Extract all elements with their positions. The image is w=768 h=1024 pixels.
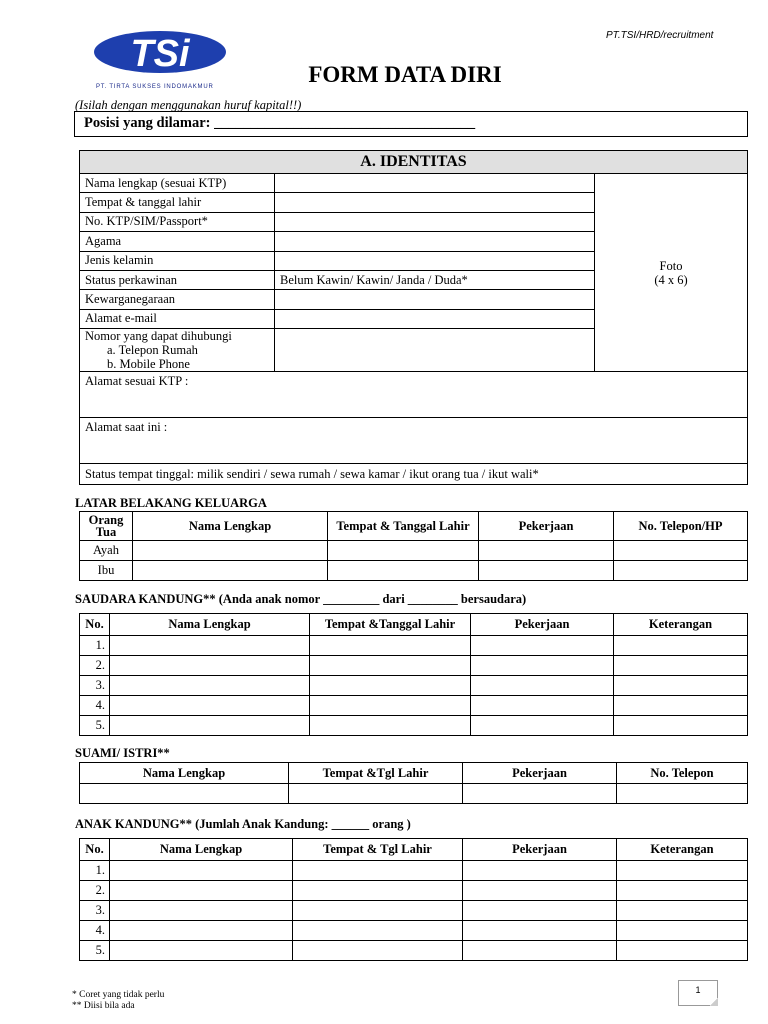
row-number: 1. <box>80 636 110 656</box>
row-number: 2. <box>80 881 110 901</box>
keluarga-title: LATAR BELAKANG KELUARGA <box>75 496 267 510</box>
table-cell[interactable] <box>463 881 617 901</box>
col-header: Pekerjaan <box>463 839 617 861</box>
table-cell[interactable] <box>471 656 614 676</box>
table-cell[interactable] <box>471 676 614 696</box>
row-number: 4. <box>80 921 110 941</box>
footnote-coret: * Coret yang tidak perlu <box>72 990 165 1000</box>
table-cell[interactable] <box>617 881 748 901</box>
instruction-text: (Isilah dengan menggunakan huruf kapital!!) <box>75 98 302 112</box>
field-input-nama[interactable] <box>275 174 595 193</box>
kontak-telepon-rumah: a. Telepon Rumah <box>107 343 198 358</box>
logo-text: TSi <box>130 33 190 75</box>
table-cell[interactable] <box>110 636 310 656</box>
row-number: 3. <box>80 676 110 696</box>
photo-box[interactable] <box>595 174 748 372</box>
table-cell[interactable] <box>310 676 471 696</box>
field-label: Tempat & tanggal lahir <box>80 193 275 212</box>
field-label: Agama <box>80 232 275 251</box>
field-input-kontak[interactable] <box>275 329 595 372</box>
table-row <box>80 921 748 941</box>
form-title: FORM DATA DIRI <box>308 62 502 87</box>
table-cell[interactable] <box>293 901 463 921</box>
row-number: 1. <box>80 861 110 881</box>
field-input-email[interactable] <box>275 309 595 328</box>
col-header: No. Telepon/HP <box>614 512 748 541</box>
identitas-table <box>79 150 748 485</box>
anak-title: ANAK KANDUNG** (Jumlah Anak Kandung: ______ orang ) <box>75 817 411 831</box>
table-cell[interactable] <box>614 676 748 696</box>
posisi-label: Posisi yang dilamar: ____________________________________ <box>84 115 476 131</box>
table-cell[interactable] <box>310 636 471 656</box>
table-cell[interactable] <box>133 561 328 581</box>
table-cell[interactable] <box>293 861 463 881</box>
table-cell[interactable] <box>471 716 614 736</box>
field-input-ttl[interactable] <box>275 193 595 212</box>
table-cell[interactable] <box>463 941 617 961</box>
identitas-title: A. IDENTITAS <box>80 151 748 174</box>
anak-table <box>79 838 748 961</box>
page-number: 1 <box>678 980 718 1006</box>
footnote-diisi: ** Diisi bila ada <box>72 1001 135 1011</box>
table-row <box>80 716 748 736</box>
status-tinggal-field[interactable]: Status tempat tinggal: milik sendiri / sewa rumah / sewa kamar / ikut orang tua / ikut wali* <box>80 464 748 485</box>
field-label: Kewarganegaraan <box>80 290 275 309</box>
col-header: Tempat &Tanggal Lahir <box>310 614 471 636</box>
table-cell[interactable] <box>80 784 289 804</box>
document-code: PT.TSI/HRD/recruitment <box>606 30 714 41</box>
saudara-table <box>79 613 748 736</box>
row-number: 5. <box>80 941 110 961</box>
field-label: Nama lengkap (sesuai KTP) <box>80 174 275 193</box>
col-header: No. <box>80 839 110 861</box>
table-cell[interactable] <box>479 541 614 561</box>
table-cell[interactable] <box>133 541 328 561</box>
kontak-mobile-phone: b. Mobile Phone <box>107 357 190 372</box>
table-row <box>80 861 748 881</box>
table-cell[interactable] <box>328 541 479 561</box>
field-label: Alamat e-mail <box>80 309 275 328</box>
table-cell[interactable] <box>293 921 463 941</box>
col-header: Tempat & Tgl Lahir <box>293 839 463 861</box>
table-row <box>80 901 748 921</box>
table-cell[interactable] <box>463 784 617 804</box>
table-cell[interactable] <box>110 881 293 901</box>
field-label: Status perkawinan <box>80 270 275 289</box>
col-header: Nama Lengkap <box>80 763 289 784</box>
table-cell[interactable] <box>614 636 748 656</box>
table-cell[interactable] <box>110 901 293 921</box>
table-cell[interactable] <box>614 656 748 676</box>
table-cell[interactable] <box>110 921 293 941</box>
table-cell[interactable] <box>110 861 293 881</box>
field-input-agama[interactable] <box>275 232 595 251</box>
col-header: Tempat &Tgl Lahir <box>289 763 463 784</box>
table-cell[interactable] <box>289 784 463 804</box>
row-number: 3. <box>80 901 110 921</box>
table-row <box>80 636 748 656</box>
col-header: No. <box>80 614 110 636</box>
col-header: Tempat & Tanggal Lahir <box>328 512 479 541</box>
table-row <box>80 941 748 961</box>
table-cell[interactable] <box>310 656 471 676</box>
table-cell[interactable] <box>110 716 310 736</box>
keluarga-table <box>79 511 748 581</box>
table-cell[interactable] <box>110 941 293 961</box>
row-label-ayah: Ayah <box>80 541 133 561</box>
alamat-ktp-field[interactable]: Alamat sesuai KTP : <box>80 372 748 418</box>
photo-label: Foto <box>659 258 683 273</box>
table-cell[interactable] <box>310 716 471 736</box>
table-cell[interactable] <box>614 696 748 716</box>
field-input-kewarganegaraan[interactable] <box>275 290 595 309</box>
table-cell[interactable] <box>617 901 748 921</box>
col-header: Nama Lengkap <box>110 839 293 861</box>
table-cell[interactable] <box>463 921 617 941</box>
col-header: Orang Tua <box>80 512 133 541</box>
table-cell[interactable] <box>463 901 617 921</box>
col-header: Keterangan <box>614 614 748 636</box>
table-cell[interactable] <box>110 696 310 716</box>
table-row <box>80 881 748 901</box>
table-cell[interactable] <box>479 561 614 581</box>
table-cell[interactable] <box>471 636 614 656</box>
table-cell[interactable] <box>617 861 748 881</box>
alamat-kini-field[interactable]: Alamat saat ini : <box>80 418 748 464</box>
field-label: Jenis kelamin <box>80 251 275 270</box>
company-name: PT. TIRTA SUKSES INDOMAKMUR <box>96 84 214 90</box>
table-cell[interactable] <box>310 696 471 716</box>
table-cell[interactable] <box>614 561 748 581</box>
table-cell[interactable] <box>614 541 748 561</box>
row-label-ibu: Ibu <box>80 561 133 581</box>
table-cell[interactable] <box>110 656 310 676</box>
photo-size: (4 x 6) <box>654 272 688 287</box>
table-row <box>80 656 748 676</box>
col-header: Pekerjaan <box>463 763 617 784</box>
row-number: 4. <box>80 696 110 716</box>
col-header: Keterangan <box>617 839 748 861</box>
col-header: No. Telepon <box>617 763 748 784</box>
col-header: Pekerjaan <box>479 512 614 541</box>
footer-notes <box>72 990 164 1012</box>
field-input-ktp[interactable] <box>275 212 595 231</box>
table-cell[interactable] <box>293 941 463 961</box>
table-cell[interactable] <box>471 696 614 716</box>
col-header: Nama Lengkap <box>133 512 328 541</box>
field-input-jenis-kelamin[interactable] <box>275 251 595 270</box>
field-label: No. KTP/SIM/Passport* <box>80 212 275 231</box>
table-cell[interactable] <box>293 881 463 901</box>
suami-istri-table <box>79 762 748 804</box>
kontak-label-cell <box>80 329 275 372</box>
table-cell[interactable] <box>110 676 310 696</box>
kontak-label: Nomor yang dapat dihubungi <box>85 329 232 344</box>
row-number: 2. <box>80 656 110 676</box>
table-row <box>80 784 748 804</box>
posisi-field[interactable] <box>74 111 748 137</box>
table-cell[interactable] <box>463 861 617 881</box>
col-header: Pekerjaan <box>471 614 614 636</box>
table-row <box>80 676 748 696</box>
table-cell[interactable] <box>617 941 748 961</box>
field-input-status-perkawinan[interactable]: Belum Kawin/ Kawin/ Janda / Duda* <box>275 270 595 289</box>
table-cell[interactable] <box>328 561 479 581</box>
table-cell[interactable] <box>617 921 748 941</box>
table-cell[interactable] <box>617 784 748 804</box>
suami-istri-title: SUAMI/ ISTRI** <box>75 746 170 760</box>
table-cell[interactable] <box>614 716 748 736</box>
col-header: Nama Lengkap <box>110 614 310 636</box>
row-number: 5. <box>80 716 110 736</box>
table-row <box>80 696 748 716</box>
saudara-title: SAUDARA KANDUNG** (Anda anak nomor _________ dari ________ bersaudara) <box>75 592 527 606</box>
